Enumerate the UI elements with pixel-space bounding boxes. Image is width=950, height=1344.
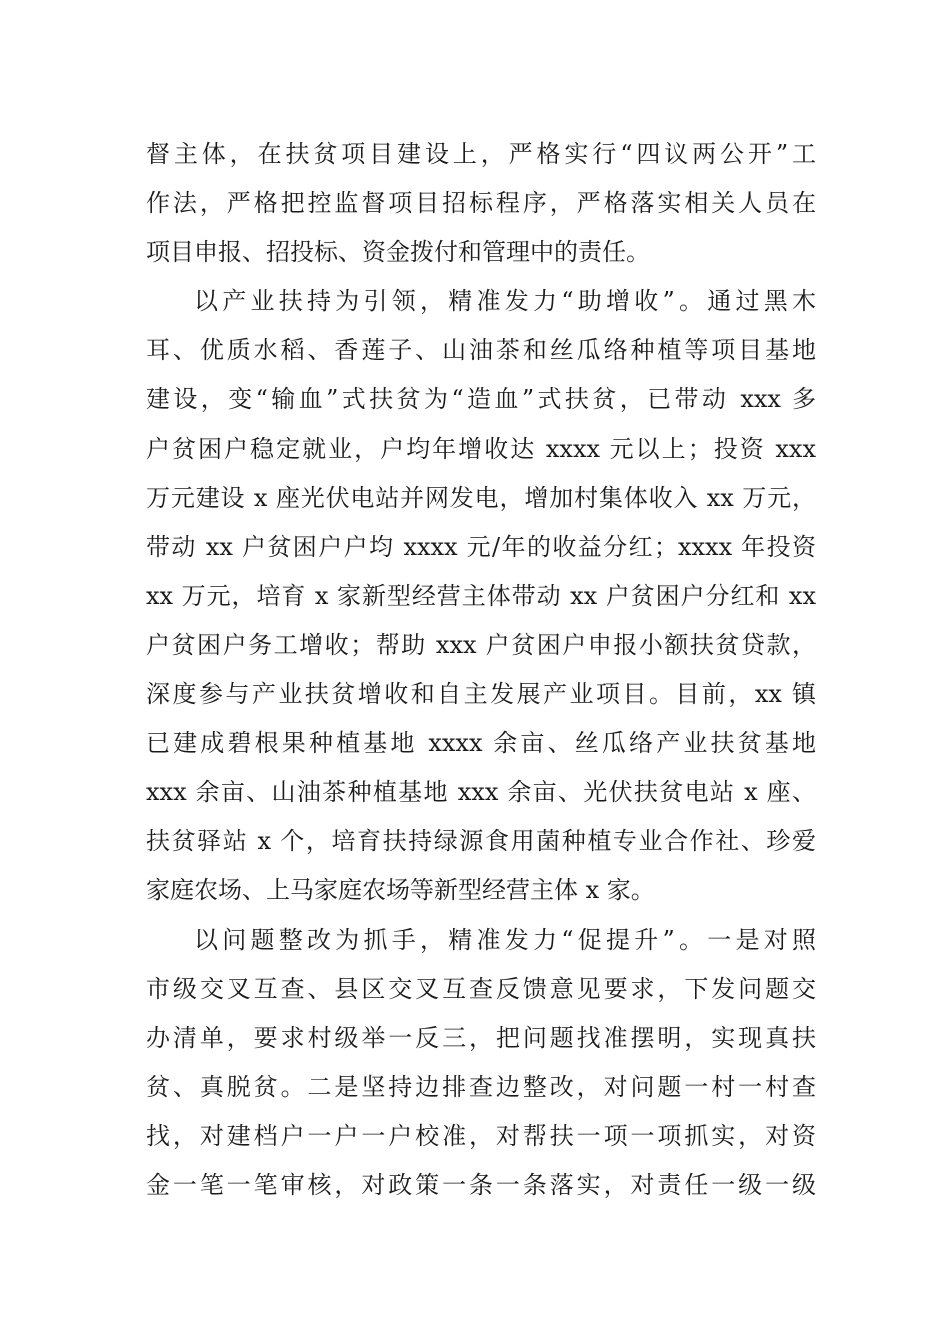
text-line: 作法，严格把控监督项目招标程序，严格落实相关人员在 [146, 189, 816, 218]
text-line: 耳、优质水稻、香莲子、山油茶和丝瓜络种植等项目基地 [146, 336, 816, 365]
text-line: 贫、真脱贫。二是坚持边排查边整改，对问题一村一村查 [146, 1072, 816, 1101]
paragraph-first-line: 以产业扶持为引领，精准发力“助增收”。通过黑木 [194, 287, 816, 316]
text-line: 已建成碧根果种植基地 xxxx 余亩、丝瓜络产业扶贫基地 [146, 729, 816, 758]
text-line: 督主体，在扶贫项目建设上，严格实行“四议两公开”工 [146, 140, 816, 168]
text-line: 带动 xx 户贫困户户均 xxxx 元/年的收益分红；xxxx 年投资 [146, 532, 816, 561]
body-text [146, 130, 816, 1210]
text-line: 办清单，要求村级举一反三，把问题找准摆明，实现真扶 [146, 1023, 816, 1052]
text-line: 户贫困户稳定就业，户均年增收达 xxxx 元以上；投资 xxx [146, 434, 816, 463]
paragraph-end-line: 项目申报、招投标、资金拨付和管理中的责任。 [146, 238, 650, 267]
text-line: 扶贫驿站 x 个，培育扶持绿源食用菌种植专业合作社、珍爱 [146, 827, 816, 856]
text-line: xx 万元，培育 x 家新型经营主体带动 xx 户贫困户分红和 xx [146, 581, 816, 610]
text-line: 市级交叉互查、县区交叉互查反馈意见要求，下发问题交 [146, 974, 816, 1003]
paragraph-first-line: 以问题整改为抓手，精准发力“促提升”。一是对照 [194, 925, 816, 954]
text-line: 户贫困户务工增收；帮助 xxx 户贫困户申报小额扶贫贷款， [146, 630, 816, 659]
text-line: 找，对建档户一户一户校准，对帮扶一项一项抓实，对资 [146, 1121, 816, 1150]
text-line: 深度参与产业扶贫增收和自主发展产业项目。目前，xx 镇 [146, 680, 816, 709]
text-line: 万元建设 x 座光伏电站并网发电，增加村集体收入 xx 万元， [146, 483, 816, 512]
text-line: xxx 余亩、山油茶种植基地 xxx 余亩、光伏扶贫电站 x 座、 [146, 778, 816, 807]
text-line: 金一笔一笔审核，对政策一条一条落实，对责任一级一级 [146, 1170, 816, 1199]
text-line: 建设，变“输血”式扶贫为“造血”式扶贫，已带动 xxx 多 [146, 385, 816, 414]
paragraph-end-line: 家庭农场、上马家庭农场等新型经营主体 x 家。 [146, 876, 655, 905]
